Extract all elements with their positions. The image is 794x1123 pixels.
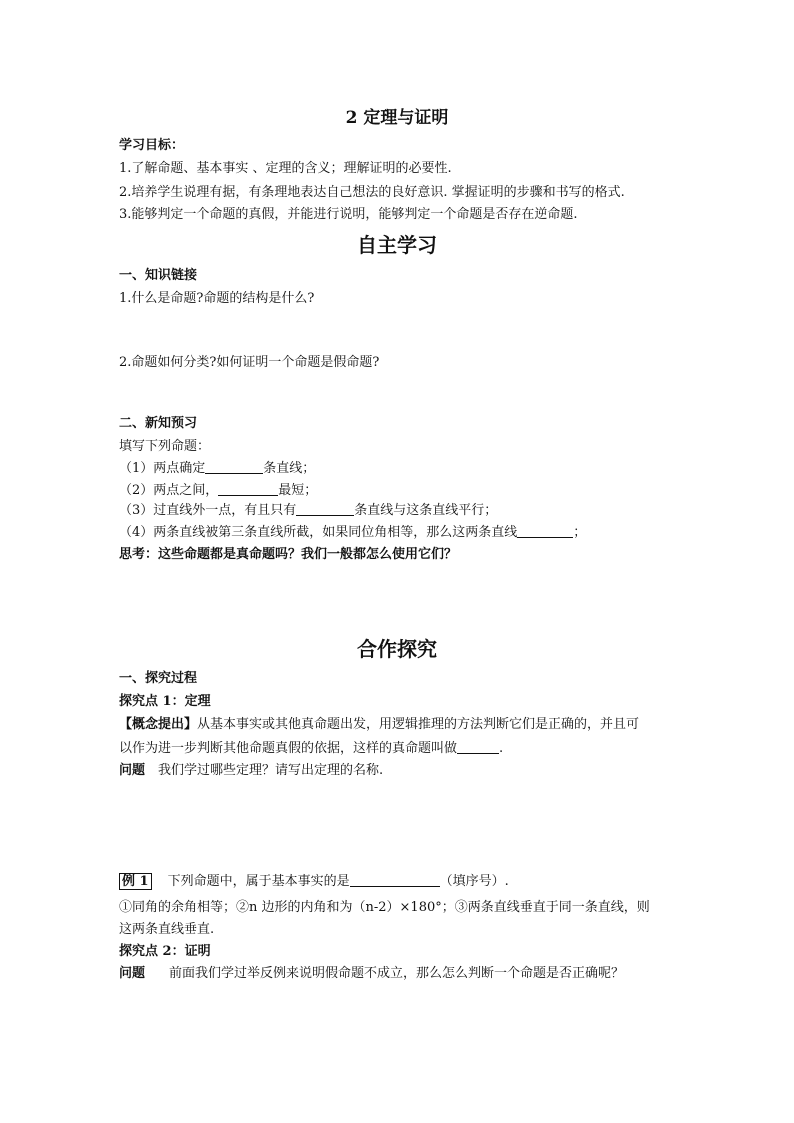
preview-item-1-blank[interactable]: [205, 460, 263, 474]
preview-item-4-text: （4）两条直线被第三条直线所截，如果同位角相等，那么这两条直线: [119, 525, 518, 540]
objective-item-3: 3.能够判定一个命题的真假，并能进行说明，能够判定一个命题是否存在逆命题.: [119, 207, 578, 222]
explore-heading: 一、探究过程: [119, 671, 198, 686]
example-1-options-line-1: ①同角的余角相等；②n 边形的内角和为（n-2）×180°；③两条直线垂直于同一条直线，则: [119, 900, 650, 915]
example-1-options-line-2: 这两条直线垂直.: [119, 922, 215, 937]
point-1-question-text: 我们学过哪些定理？请写出定理的名称.: [158, 763, 384, 778]
document-title: 2 定理与证明: [345, 108, 449, 128]
concept-tag: 【概念提出】: [119, 717, 198, 732]
example-1-tag: 例 1: [119, 873, 152, 890]
preview-item-1-suffix: 条直线；: [263, 461, 316, 476]
objective-item-1: 1.了解命题、基本事实 、定理的含义；理解证明的必要性.: [119, 161, 452, 176]
knowledge-question-2: 2.命题如何分类?如何证明一个命题是假命题?: [119, 355, 380, 370]
preview-item-3: [119, 502, 497, 520]
self-study-title: 自主学习: [357, 233, 437, 257]
think-question: 思考：这些命题都是真命题吗？我们一般都怎么使用它们？: [119, 547, 458, 562]
concept-text-2: 以作为进一步判断其他命题真假的依据，这样的真命题叫做: [119, 741, 458, 756]
preview-item-1: [119, 460, 315, 478]
preview-item-4-suffix: ；: [573, 525, 587, 540]
knowledge-question-1: 1.什么是命题?命题的结构是什么?: [119, 291, 315, 306]
example-1-stem-suffix: （填序号）.: [439, 874, 509, 889]
point-1-question: [119, 762, 383, 780]
preview-item-3-suffix: 条直线与这条直线平行；: [354, 503, 498, 518]
preview-item-2-text: （2）两点之间，: [119, 483, 219, 498]
example-1-stem: [119, 873, 509, 891]
point-2-question: [119, 965, 624, 983]
preview-item-4: [119, 524, 586, 542]
example-1-blank[interactable]: [350, 873, 440, 887]
objective-item-2: 2.培养学生说理有据，有条理地表达自己想法的良好意识. 掌握证明的步骤和书写的格式.: [119, 185, 625, 200]
point-1-question-tag: 问题: [119, 763, 146, 778]
preview-heading: 二、新知预习: [119, 416, 198, 431]
coop-title: 合作探究: [357, 637, 437, 661]
preview-item-2-blank[interactable]: [218, 482, 278, 496]
preview-item-3-blank[interactable]: [296, 502, 354, 516]
concept-line-1: [119, 716, 639, 734]
knowledge-link-heading: 一、知识链接: [119, 268, 198, 283]
preview-item-3-text: （3）过直线外一点，有且只有: [119, 503, 297, 518]
concept-line-2: [119, 740, 503, 758]
preview-intro: 填写下列命题：: [119, 439, 211, 454]
preview-item-2: [119, 482, 317, 500]
concept-text-1: 从基本事实或其他真命题出发，用逻辑推理的方法判断它们是正确的，并且可: [197, 717, 640, 732]
point-2-question-tag: 问题: [119, 966, 146, 981]
point-2-question-text: 前面我们学过举反例来说明假命题不成立，那么怎么判断一个命题是否正确呢？: [169, 966, 625, 981]
preview-item-1-text: （1）两点确定: [119, 461, 206, 476]
concept-blank[interactable]: [457, 740, 499, 754]
explore-point-1-label: 探究点 1：定理: [119, 694, 211, 709]
example-1-stem-text: 下列命题中，属于基本事实的是: [167, 874, 350, 889]
preview-item-4-blank[interactable]: [517, 524, 573, 538]
explore-point-2-label: 探究点 2：证明: [119, 944, 211, 959]
concept-end: .: [499, 741, 504, 756]
objectives-heading: 学习目标：: [119, 138, 185, 153]
preview-item-2-suffix: 最短；: [278, 483, 318, 498]
